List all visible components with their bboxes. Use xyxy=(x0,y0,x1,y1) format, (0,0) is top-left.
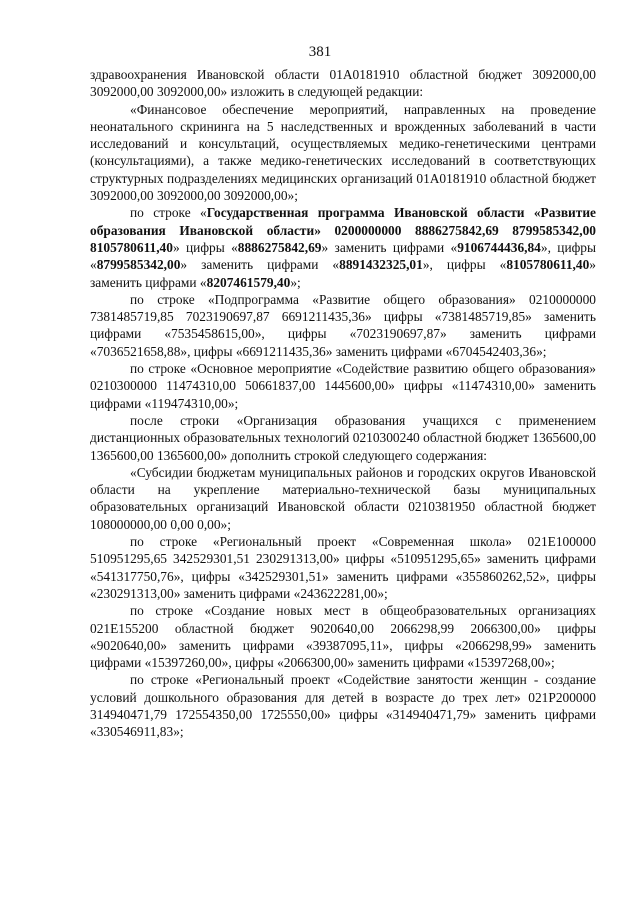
paragraph xyxy=(90,533,596,602)
paragraph xyxy=(90,602,596,671)
text-segment: по строке «Региональный проект «Содействие занятости женщин - создание условий дошкольного образования для детей в возрасте до трех лет» 021Р200000 314940471,79 172554350,00 1725550,00» цифры «314940471,79» заменить цифрами «330546911,83»; xyxy=(90,672,596,740)
document-body xyxy=(90,66,596,741)
text-segment: по строке «Создание новых мест в общеобразовательных организациях 021Е155200 областной бюджет 9020640,00 2066298,99 2066300,00» цифры «9020640,00» заменить цифрами «39387095,11», цифры «2066298,99» заменить цифрами «15397260,00», цифры «2066300,00» заменить цифрами «15397268,00»; xyxy=(90,603,596,671)
text-segment: по строке « xyxy=(130,205,207,221)
text-segment: » цифры « xyxy=(172,239,238,255)
bold-text: 9106744436,84 xyxy=(457,239,541,255)
text-segment: «Субсидии бюджетам муниципальных районов и городских округов Ивановской области на укрепление материально-технической базы муниципальных образовательных организаций Ивановской области 0210381950 областной бюджет 108000000,00 0,00 0,00»; xyxy=(90,464,596,532)
bold-text: Государственная программа Ивановской области «Развитие образования Ивановской области» 0200000000 8886275842,69 8799585342,00 8105780611,40 xyxy=(90,205,596,255)
text-segment: »; xyxy=(290,274,301,290)
text-segment: », цифры « xyxy=(422,257,507,273)
text-segment: » заменить цифрами « xyxy=(321,239,458,255)
text-segment: «Финансовое обеспечение мероприятий, направленных на проведение неонатального скрининга на 5 наследственных и врожденных заболеваний в части исследований и консультаций, осуществляемых медико-генетическими центрами (консультациями), а также медико-генетических исследований в соответствующих структурных подразделениях медицинских организаций 01А0181910 областной бюджет 3092000,00 3092000,00 3092000,00»; xyxy=(90,101,596,204)
text-segment: после строки «Организация образования учащихся с применением дистанционных образовательных технологий 0210300240 областной бюджет 1365600,00 1365600,00 1365600,00» дополнить строкой следующего содержания: xyxy=(90,412,596,463)
paragraph xyxy=(90,101,596,205)
paragraph xyxy=(90,464,596,533)
text-segment: » заменить цифрами « xyxy=(180,257,340,273)
bold-text: 8799585342,00 xyxy=(96,257,181,273)
text-segment: » заменить цифрами « xyxy=(90,257,596,290)
paragraph xyxy=(90,204,596,290)
bold-text: 8207461579,40 xyxy=(206,274,291,290)
text-segment: по строке «Региональный проект «Современная школа» 021Е100000 510951295,65 342529301,51 230291313,00» цифры «510951295,65» заменить цифрами «541317750,76», цифры «342529301,51» заменить цифрами «355860262,52», цифры «230291313,00» заменить цифрами «243622281,00»; xyxy=(90,534,596,601)
paragraph xyxy=(90,291,596,360)
bold-text: 8886275842,69 xyxy=(237,239,322,255)
text-segment: по строке «Подпрограмма «Развитие общего образования» 0210000000 7381485719,85 7023190697,87 6691211435,36» цифры «7381485719,85» заменить цифрами «7535458615,00», цифры «7023190697,87» заменить цифрами «7036521658,88», цифры «6691211435,36» заменить цифрами «6704542403,36»; xyxy=(90,291,596,359)
text-segment: », цифры « xyxy=(90,239,596,273)
text-segment: здравоохранения Ивановской области 01А0181910 областной бюджет 3092000,00 3092000,00 3092000,00» изложить в следующей редакции: xyxy=(90,67,596,100)
paragraph xyxy=(90,412,596,464)
text-segment: по строке «Основное мероприятие «Содействие развитию общего образования» 0210300000 11474310,00 50661837,00 1445600,00» цифры «11474310,00» заменить цифрами «119474310,00»; xyxy=(90,361,596,411)
bold-text: 8105780611,40 xyxy=(506,257,590,273)
page-number: 381 xyxy=(308,44,332,60)
paragraph xyxy=(90,360,596,412)
paragraph xyxy=(90,671,596,740)
bold-text: 8891432325,01 xyxy=(339,257,423,273)
paragraph xyxy=(90,66,596,101)
